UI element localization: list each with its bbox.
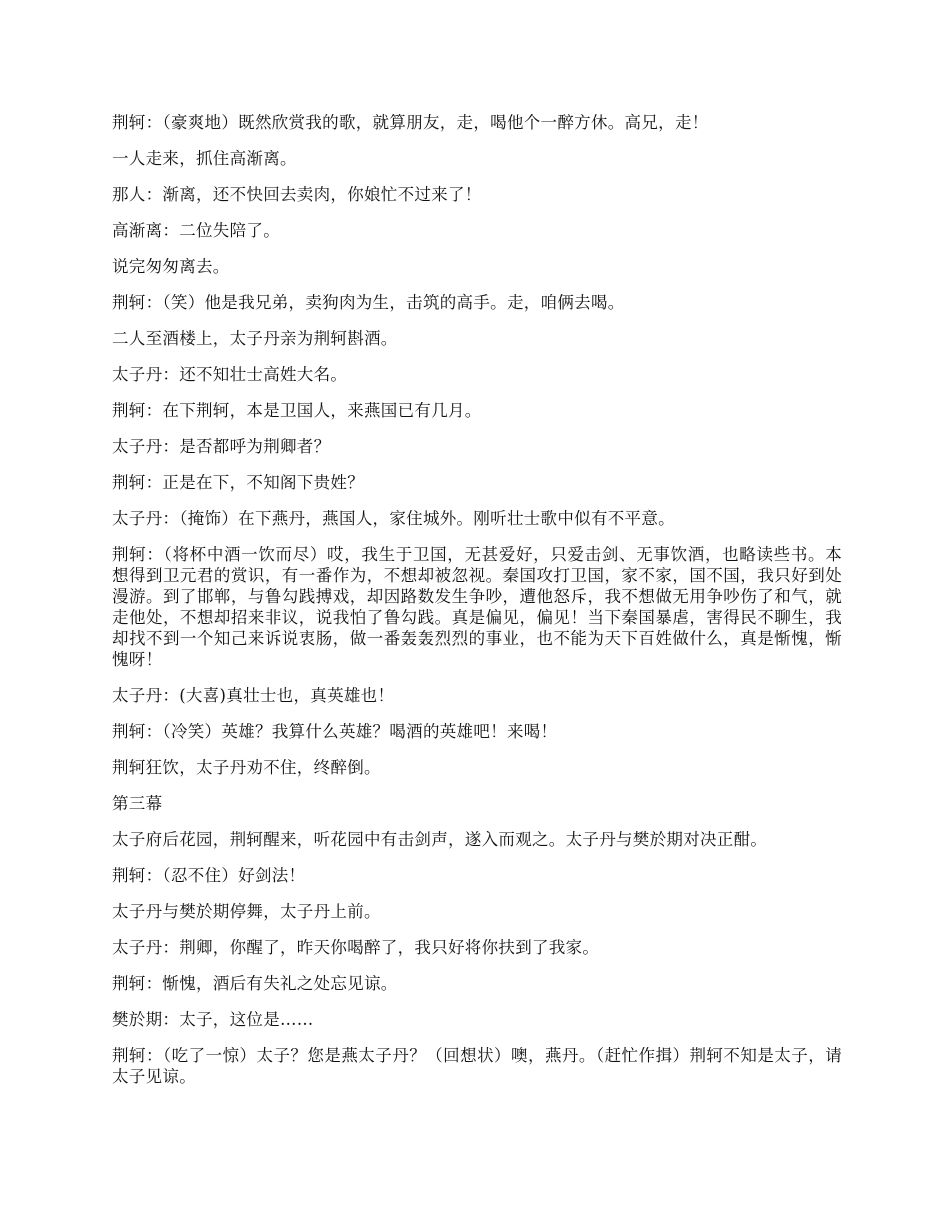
paragraph: 太子丹与樊於期停舞，太子丹上前。 xyxy=(112,902,381,921)
paragraph: 太子丹：（掩饰）在下燕丹，燕国人，家住城外。刚听壮士歌中似有不平意。 xyxy=(112,509,675,528)
paragraph: 那人：渐离，还不快回去卖肉，你娘忙不过来了！ xyxy=(112,185,482,204)
paragraph: 荆轲：在下荆轲，本是卫国人，来燕国已有几月。 xyxy=(112,401,482,420)
paragraph: 荆轲狂饮，太子丹劝不住，终醉倒。 xyxy=(112,758,381,777)
paragraph: 荆轲：（忍不住）好剑法！ xyxy=(112,866,306,885)
paragraph: 太子府后花园，荆轲醒来，听花园中有击剑声，遂入而观之。太子丹与樊於期对决正酣。 xyxy=(112,830,768,849)
document-page xyxy=(112,112,842,1102)
act-heading: 第三幕 xyxy=(112,794,163,813)
paragraph: 荆轲：（将杯中酒一饮而尽）哎，我生于卫国，无甚爱好，只爱击剑、无事饮酒，也略读些书。本想得到卫元君的赏识，有一番作为，不想却被忽视。秦国攻打卫国，家不家，国不国，我只好到处漫游。到了邯郸，与鲁勾践搏戏，却因路数发生争吵，遭他怒斥，我不想做无用争吵伤了和气，就走他处，不想却招来非议，说我怕了鲁勾践。真是偏见，偏见！当下秦国暴虐，害得民不聊生，我却找不到一个知己来诉说衷肠，做一番轰轰烈烈的事业，也不能为天下百姓做什么，真是惭愧，惭愧呀！ xyxy=(112,545,842,669)
paragraph: 樊於期：太子，这位是…… xyxy=(112,1010,314,1029)
paragraph: 荆轲：惭愧，酒后有失礼之处忘见谅。 xyxy=(112,974,398,993)
paragraph: 太子丹：荆卿，你醒了，昨天你喝醉了，我只好将你扶到了我家。 xyxy=(112,938,600,957)
paragraph: 荆轲：正是在下，不知阁下贵姓？ xyxy=(112,473,364,492)
paragraph: 太子丹：是否都呼为荆卿者？ xyxy=(112,437,331,456)
paragraph: 太子丹：还不知壮士高姓大名。 xyxy=(112,365,348,384)
paragraph: 高渐离：二位失陪了。 xyxy=(112,221,280,240)
paragraph: 二人至酒楼上，太子丹亲为荆轲斟酒。 xyxy=(112,329,398,348)
paragraph: 说完匆匆离去。 xyxy=(112,257,230,276)
paragraph: 荆轲：（笑）他是我兄弟，卖狗肉为生，击筑的高手。走，咱俩去喝。 xyxy=(112,293,625,312)
paragraph: 太子丹：(大喜)真壮士也，真英雄也！ xyxy=(112,686,395,705)
paragraph: 荆轲：（冷笑）英雄？我算什么英雄？喝酒的英雄吧！来喝！ xyxy=(112,722,558,741)
paragraph: 一人走来，抓住高渐离。 xyxy=(112,149,297,168)
paragraph: 荆轲：（豪爽地）既然欣赏我的歌，就算朋友，走，喝他个一醉方休。高兄，走！ xyxy=(112,113,709,132)
paragraph: 荆轲：（吃了一惊）太子？您是燕太子丹？（回想状）噢，燕丹。（赶忙作揖）荆轲不知是太子，请太子见谅。 xyxy=(112,1046,842,1086)
